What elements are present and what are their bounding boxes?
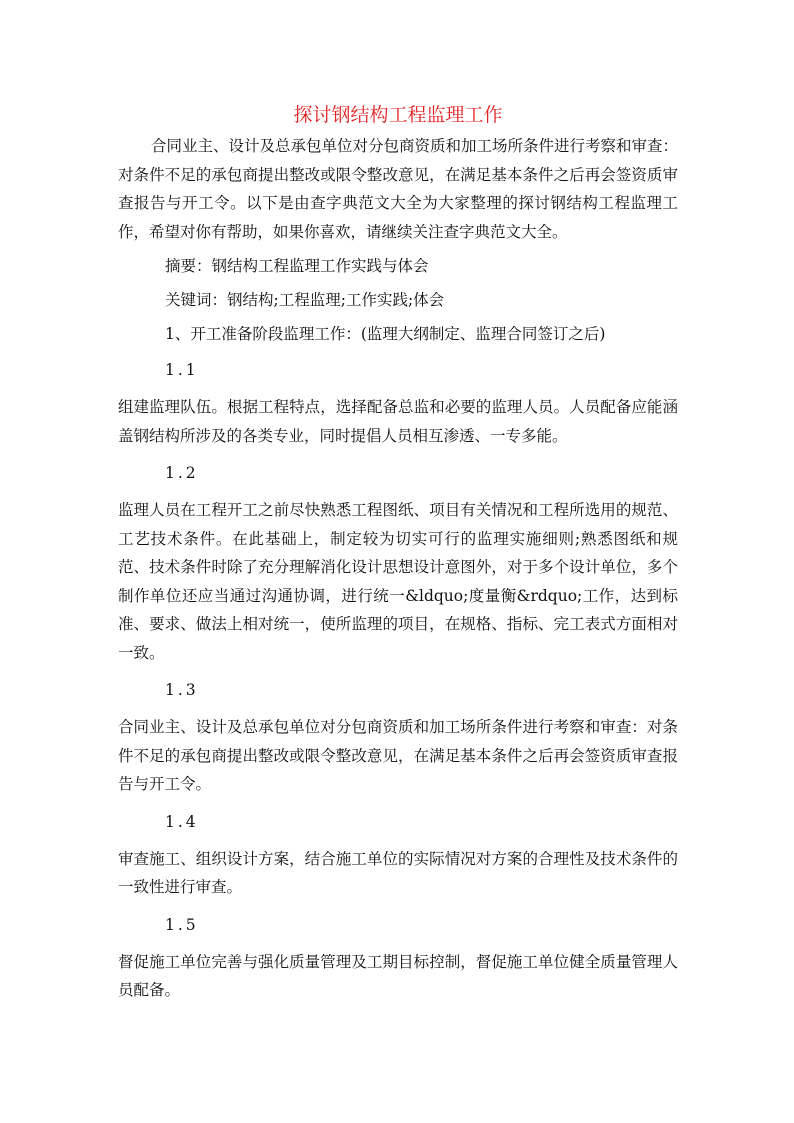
keywords-line: 关键词：钢结构;工程监理;工作实践;体会 — [165, 291, 445, 309]
item-text: 组建监理队伍。根据工程特点，选择配备总监和必要的监理人员。人员配备应能涵盖钢结构所涉及的各类专业，同时提倡人员相互渗透、一专多能。 — [118, 398, 678, 445]
item-number: 1.4 — [165, 812, 199, 831]
item-text: 合同业主、设计及总承包单位对分包商资质和加工场所条件进行考察和审查：对条件不足的承包商提出整改或限令整改意见，在满足基本条件之后再会签资质审查报告与开工令。 — [118, 718, 678, 793]
document-title: 探讨钢结构工程监理工作 — [293, 104, 503, 126]
item-number: 1.2 — [165, 464, 199, 482]
abstract-line: 摘要：钢结构工程监理工作实践与体会 — [165, 257, 429, 275]
item-text: 审查施工、组织设计方案，结合施工单位的实际情况对方案的合理性及技术条件的一致性进行审查。 — [118, 849, 678, 896]
section-heading: 1、开工准备阶段监理工作：(监理大纲制定、监理合同签订之后) — [165, 325, 606, 343]
item-number: 1.3 — [165, 681, 199, 699]
item-text: 监理人员在工程开工之前尽快熟悉工程图纸、项目有关情况和工程所选用的规范、工艺技术条件。在此基础上，制定较为切实可行的监理实施细则;熟悉图纸和规范、技术条件时除了充分理解消化设计思想设计意图外，对于多个设计单位，多个制作单位还应当通过沟通协调，进行统一&ldquo;度量衡&rdquo;工作，达到标准、要求、做法上相对统一，使所监理的项目，在规格、指标、完工表式方面相对一致。 — [118, 501, 678, 662]
intro-paragraph: 合同业主、设计及总承包单位对分包商资质和加工场所条件进行考察和审查：对条件不足的承包商提出整改或限令整改意见，在满足基本条件之后再会签资质审查报告与开工令。以下是由查字典范文大全为大家整理的探讨钢结构工程监理工作，希望对你有帮助，如果你喜欢，请继续关注查字典范文大全。 — [118, 137, 679, 241]
item-number: 1.5 — [165, 915, 199, 934]
item-number: 1.1 — [165, 361, 199, 379]
item-text: 督促施工单位完善与强化质量管理及工期目标控制，督促施工单位健全质量管理人员配备。 — [118, 952, 678, 999]
document-page — [118, 100, 678, 1005]
